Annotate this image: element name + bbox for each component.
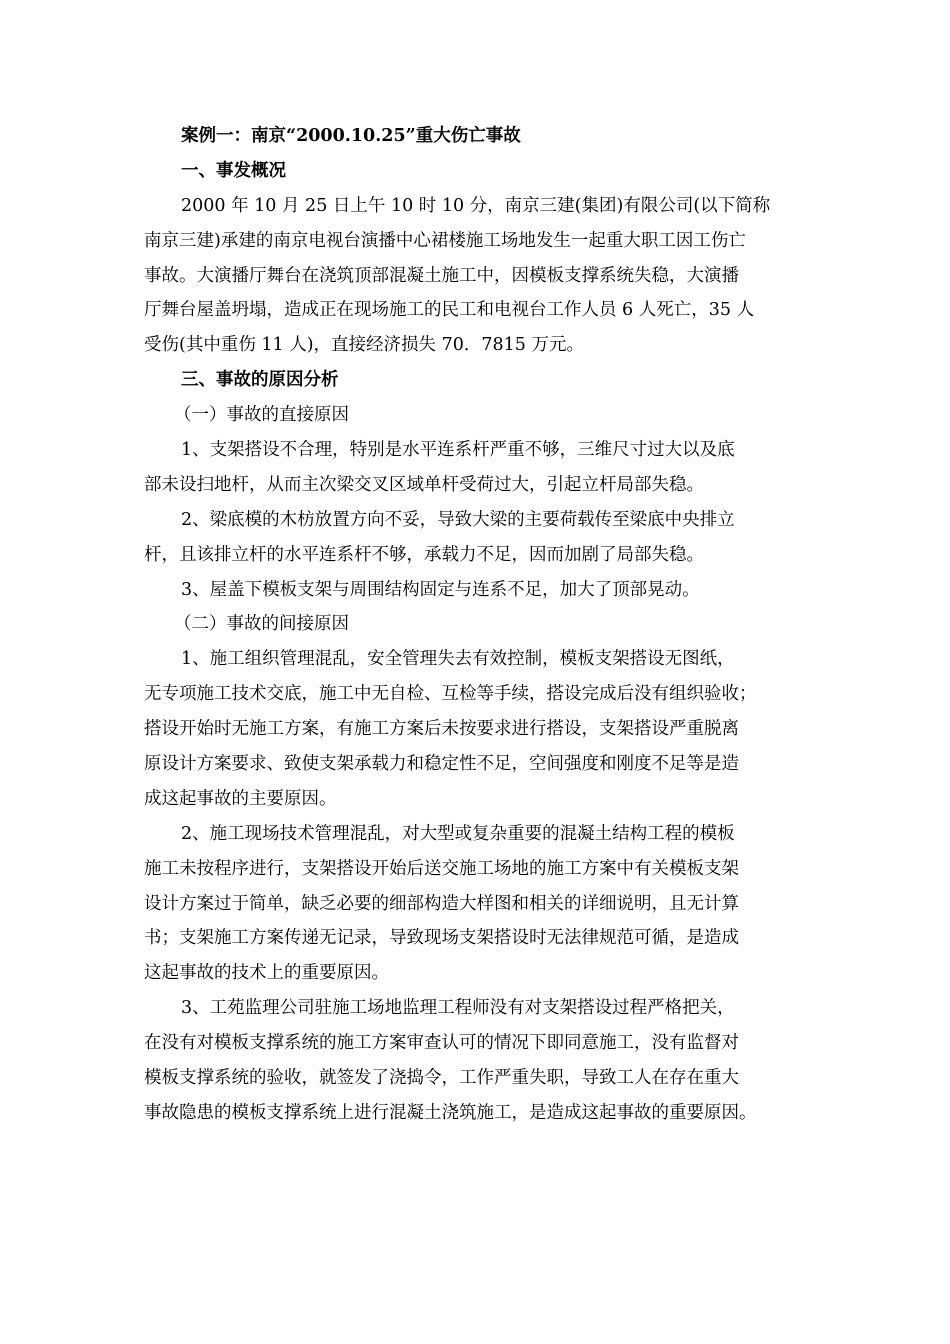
paragraph-line: 3、屋盖下模板支架与周围结构固定与连系不足，加大了顶部晃动。: [181, 579, 700, 600]
paragraph-line: 事故隐患的模板支撑系统上进行混凝土浇筑施工，是造成这起事故的重要原因。: [144, 1102, 757, 1123]
paragraph-line: 成这起事故的主要原因。: [144, 788, 337, 809]
paragraph-line: 杆，且该排立杆的水平连系杆不够，承载力不足，因而加剧了局部失稳。: [144, 544, 704, 565]
subsection-heading-indirect: （二）事故的间接原因: [174, 614, 349, 635]
paragraph-line: 2000 年 10 月 25 日上午 10 时 10 分，南京三建(集团)有限公司(以下简称: [181, 195, 771, 216]
section-heading-causes: 三、事故的原因分析: [181, 370, 339, 391]
paragraph-line: 书；支架施工方案传递无记录，导致现场支架搭设时无法律规范可循，是造成: [144, 928, 739, 949]
paragraph-line: 2、施工现场技术管理混乱，对大型或复杂重要的混凝土结构工程的模板: [181, 823, 735, 844]
paragraph-line: 部未设扫地杆，从而主次梁交叉区域单杆受荷过大，引起立杆局部失稳。: [144, 474, 704, 495]
paragraph-line: 1、支架搭设不合理，特别是水平连系杆严重不够，三维尺寸过大以及底: [181, 440, 735, 461]
subsection-heading-direct: （一）事故的直接原因: [174, 405, 349, 426]
document-page: [144, 119, 809, 1131]
paragraph-line: 3、工苑监理公司驻施工场地监理工程师没有对支架搭设过程严格把关，: [181, 998, 735, 1019]
paragraph-line: 搭设开始时无施工方案，有施工方案后未按要求进行搭设，支架搭设严重脱离: [144, 719, 739, 740]
section-heading-overview: 一、事发概况: [181, 160, 286, 181]
paragraph-line: 设计方案过于简单，缺乏必要的细部构造大样图和相关的详细说明，且无计算: [144, 893, 739, 914]
paragraph-line: 1、施工组织管理混乱，安全管理失去有效控制，模板支架搭设无图纸，: [181, 649, 735, 670]
paragraph-line: 原设计方案要求、致使支架承载力和稳定性不足，空间强度和刚度不足等是造: [144, 754, 739, 775]
direct-causes-list: [144, 433, 809, 607]
paragraph-line: 在没有对模板支撑系统的施工方案审查认可的情况下即同意施工，没有监督对: [144, 1033, 739, 1054]
paragraph-line: 南京三建)承建的南京电视台演播中心裙楼施工场地发生一起重大职工因工伤亡: [144, 230, 746, 251]
indirect-causes-list: [144, 642, 809, 1130]
paragraph-line: 施工未按程序进行，支架搭设开始后送交施工场地的施工方案中有关模板支架: [144, 858, 739, 879]
paragraph-line: 受伤(其中重伤 11 人)，直接经济损失 70．7815 万元。: [144, 335, 584, 356]
paragraph-line: 这起事故的技术上的重要原因。: [144, 963, 389, 984]
paragraph-line: 无专项施工技术交底，施工中无自检、互检等手续，搭设完成后没有组织验收；: [144, 684, 757, 705]
overview-paragraph: [144, 189, 809, 363]
paragraph-line: 2、梁底模的木枋放置方向不妥，导致大梁的主要荷载传至梁底中央排立: [181, 509, 735, 530]
paragraph-line: 模板支撑系统的验收，就签发了浇捣令，工作严重失职，导致工人在存在重大: [144, 1068, 739, 1089]
paragraph-line: 事故。大演播厅舞台在浇筑顶部混凝土施工中，因模板支撑系统失稳，大演播: [144, 265, 739, 286]
document-title: 案例一：南京“2000.10.25”重大伤亡事故: [181, 126, 521, 146]
paragraph-line: 厅舞台屋盖坍塌，造成正在现场施工的民工和电视台工作人员 6 人死亡，35 人: [144, 300, 755, 321]
